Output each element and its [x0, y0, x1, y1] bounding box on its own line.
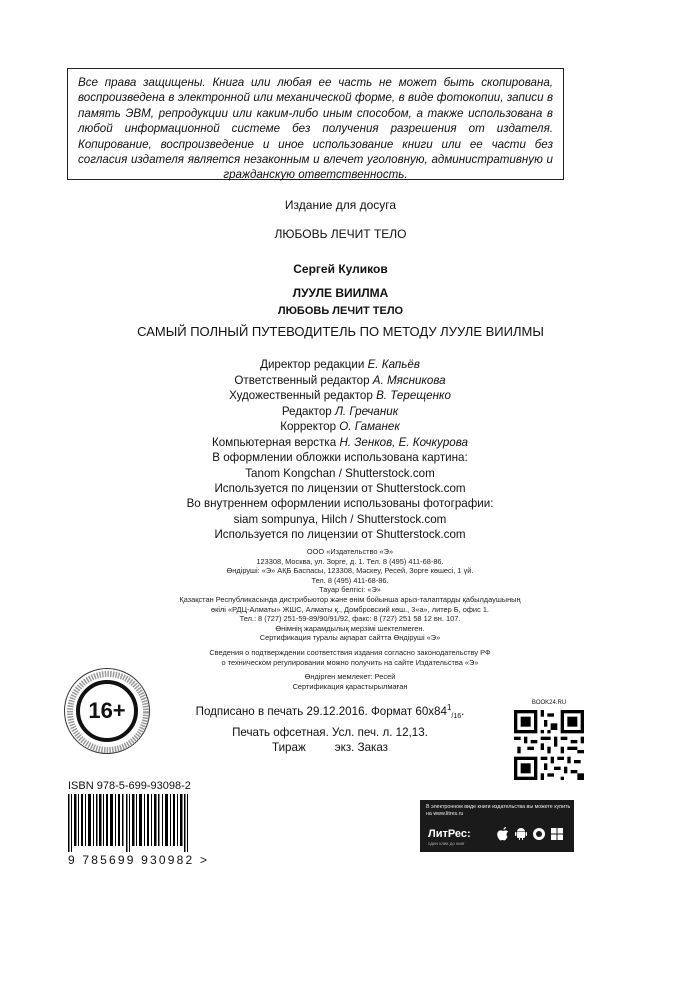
- litres-logo: ЛитРес:: [428, 828, 471, 840]
- origin-info: Өндірген мемлекет: Ресей Сертификация қарастырылмаған: [292, 672, 408, 691]
- author: Сергей Куликов: [293, 262, 388, 276]
- credit-row: Корректор О. Гаманек: [280, 420, 400, 434]
- inner-credit: Во внутреннем оформлении использованы фотографии: siam sompunya, Hilch / Shutterstock.com Используется по лицензии от Shutterstock.com: [186, 497, 494, 542]
- credits-list: [140, 357, 540, 451]
- publisher-info: ООО «Издательство «Э» 123308, Москва, ул. Зорге, д. 1. Тел. 8 (495) 411-68-86. Өндіруші: «Э» АҚБ Баспасы, 123308, Мәскеу, Ресей, Зорге көшесі, 1 үй. Тел. 8 (495) 411-68-86. Тауар белгісі: «Э» Қазақстан Республикасында дистрибьютор және өнім бойынша арыз-талаптарды қабылдаушының өкілі «РДЦ-Алматы» ЖШС, Алматы қ., Домбровский көш., 3«а», литер Б, офис 1. Тел.: 8 (727) 251-59-89/90/91/92, факс: 8 (727) 251 58 12 вн. 107. Өнімнің жарамдылық мерзімі шектелмеген. Сертификация туралы ақпарат сайтта Өндіруші «Э»: [179, 547, 521, 643]
- subtitle: САМЫЙ ПОЛНЫЙ ПУТЕВОДИТЕЛЬ ПО МЕТОДУ ЛУУЛЕ ВИИЛМЫ: [137, 324, 544, 339]
- credit-row: Художественный редактор В. Терещенко: [229, 389, 451, 403]
- credit-row: Ответственный редактор А. Мясникова: [234, 373, 446, 387]
- edition-type: Издание для досуга: [284, 198, 397, 212]
- certification-info: Сведения о подтверждении соответствия издания согласно законодательству РФ о техническом регулировании можно получить на сайте Издательства «Э»: [209, 648, 491, 667]
- barcode-icon: [68, 794, 208, 852]
- app-store-icons: [496, 827, 564, 841]
- apple-icon: [496, 827, 510, 841]
- series-name-bold: ЛЮБОВЬ ЛЕЧИТ ТЕЛО: [277, 305, 404, 317]
- qr-label: BOOK24.RU: [531, 700, 567, 706]
- credit-row: Редактор Л. Гречаник: [281, 404, 399, 418]
- copyright-notice: [67, 68, 564, 180]
- print-info: Подписано в печать 29.12.2016. Формат $60х84^1_{/16}$. Печать офсетная. Усл. печ. л. 12,13. Тираж экз. Заказ: [195, 703, 465, 755]
- qr-code-icon[interactable]: [514, 710, 584, 780]
- age-ring-icon: [65, 669, 151, 755]
- credit-row: Директор редакции Е. Капьёв: [260, 358, 420, 371]
- copyright-text: Все права защищены. Книга или любая ее часть не может быть скопирована, воспроизведена в электронной или механической форме, в виде фотокопии, записи в память ЭВМ, репродукции или каким-либо иным способом, а также использована в любой информационной системе без получения разрешения от издателя. Копирование, воспроизведение и иное использование книги или ее части без согласия издателя является незаконным и влечет уголовную, административную и гражданскую ответственность.: [78, 76, 553, 182]
- credit-row: Компьютерная верстка Н. Зенков, Е. Кочкурова: [212, 435, 468, 449]
- litres-banner[interactable]: [420, 800, 574, 852]
- barcode-digits: 9 785699 930982 >: [68, 853, 210, 867]
- litres-text: В электронном виде книги издательства вы можете купить на www.litres.ru: [426, 804, 571, 817]
- series-name: ЛЮБОВЬ ЛЕЧИТ ТЕЛО: [274, 227, 407, 241]
- isbn: ISBN 978-5-699-93098-2: [68, 780, 191, 792]
- age-rating: 16+: [76, 680, 138, 742]
- reader-icon: [532, 827, 546, 841]
- age-rating-badge: [64, 668, 150, 754]
- cover-credit: В оформлении обложки использована картина: Tanom Kongchan / Shutterstock.com Используется по лицензии от Shutterstock.com: [212, 451, 468, 496]
- litres-tagline: один клик до книг: [428, 841, 465, 846]
- android-icon: [514, 827, 528, 841]
- book-title: ЛУУЛЕ ВИИЛМА: [292, 286, 389, 300]
- windows-icon: [550, 827, 564, 841]
